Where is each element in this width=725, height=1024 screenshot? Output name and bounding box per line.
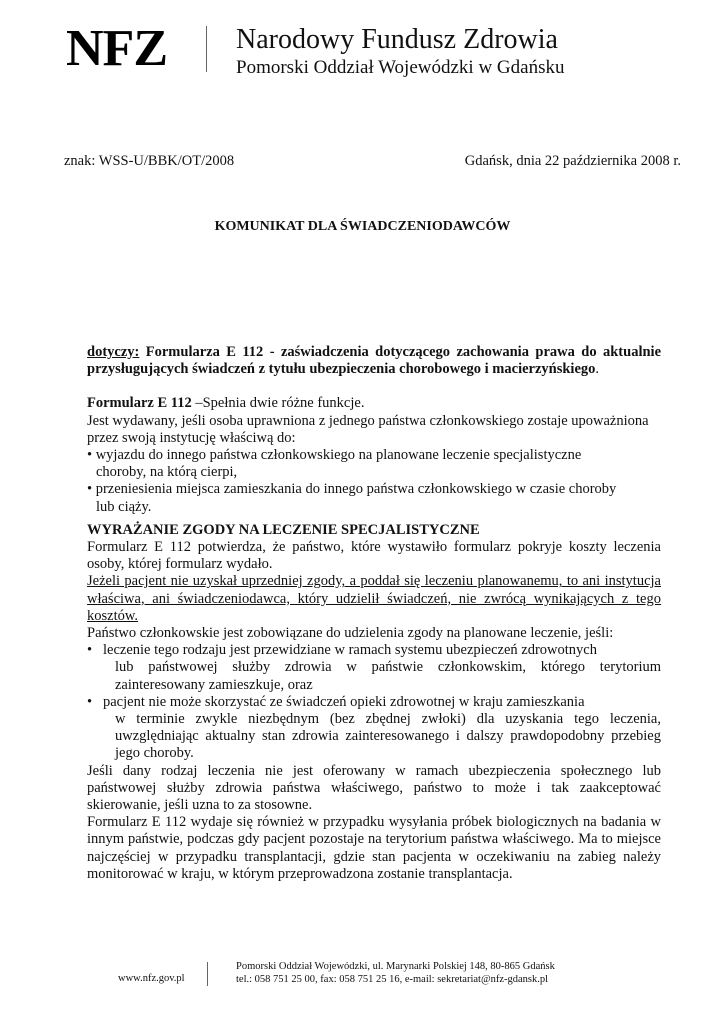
footer-address-block [236,960,555,986]
list-item [87,694,661,763]
subject-end: . [595,361,600,378]
list-item-first-line: pacjent nie może skorzystać ze świadczeń opieki zdrowotnej w kraju zamieszkania [103,693,585,710]
footer-website[interactable]: www.nfz.gov.pl [118,973,185,984]
bullet-2-line-2: lub ciąży. [96,498,152,515]
org-name: Narodowy Fundusz Zdrowia [236,24,558,55]
form-intro [87,395,661,412]
paragraph-3: Państwo członkowskie jest zobowiązane do udzielenia zgody na planowane leczenie, jeśli: [87,625,614,642]
bullet-dot: • [87,693,93,710]
subject-paragraph [87,344,661,378]
paragraph-5: Formularz E 112 wydaje się również w przypadku wysyłania próbek biologicznych na badania w innym państwie, podczas gdy pacjent pozostaje na terytorium państwa właściwego. Ma to miejsce najczęściej w przypadku transplantacji, gdzie stan pacjenta w oczekiwaniu na zabieg należy monitorować w kraju, w którym przeprowadzona zostanie transplantacja. [87,814,661,882]
footer-divider [207,962,208,986]
subject-text: Formularza E 112 - zaświadczenia dotyczącego zachowania prawa do aktualnie przysługujących świadczeń z tytułu ubezpieczenia chorobowego i macierzyńskiego [87,344,662,378]
nfz-logo [66,20,184,77]
bullet-2-line-1: • przeniesienia miejsca zamieszkania do innego państwa członkowskiego w czasie choroby [87,481,617,498]
intro-line-2: przez swoją instytucję właściwą do: [87,429,296,446]
list-item-continuation: lub państwowej służby zdrowia w państwie członkowskim, którego terytorium zainteresowany zamieszkuje, oraz [115,659,661,693]
document-body [87,344,661,883]
intro-line-1: Jest wydawany, jeśli osoba uprawniona z jednego państwa członkowskiego zostaje upoważniona [87,412,649,429]
bullet-dot: • [87,642,93,659]
bullet-1-line-2: choroby, na którą cierpi, [96,464,238,481]
paragraph-1: Formularz E 112 potwierdza, że państwo, które wystawiło formularz pokryje koszty leczenia osoby, której formularz wydało. [87,539,661,573]
footer-address: Pomorski Oddział Wojewódzki, ul. Marynarki Polskiej 148, 80-865 Gdańsk [236,961,555,972]
list-item-continuation: w terminie zwykle niezbędnym (bez zbędnej zwłoki) dla uzyskania tego leczenia, uwzględniając aktualny stan zdrowia zainteresowanego i dalszy prawdopodobny przebieg jego choroby. [115,711,661,762]
page-title: KOMUNIKAT DLA ŚWIADCZENIODAWCÓW [214,219,511,234]
list-item [87,642,661,694]
branch-name: Pomorski Oddział Wojewódzki w Gdańsku [236,57,565,78]
paragraph-2-underlined: Jeżeli pacjent nie uzyskał uprzedniej zgody, a poddał się leczeniu planowanemu, to ani instytucja właściwa, ani świadczeniodawca, który udzielił świadczeń, nie zwrócą wynikających z tego kosztów. [87,573,661,624]
header-divider [206,26,207,72]
nfz-logo-text: NFZ [66,20,167,77]
place-date: Gdańsk, dnia 22 października 2008 r. [464,153,681,169]
form-desc: –Spełnia dwie różne funkcje. [191,395,365,412]
paragraph-4: Jeśli dany rodzaj leczenia nie jest oferowany w ramach ubezpieczenia społecznego lub państwowej służby zdrowia państwa właściwego, państwo to może i tak zaakceptować skierowanie, jeśli uzna to za stosowne. [87,762,661,814]
footer-contact: tel.: 058 751 25 00, fax: 058 751 25 16, e-mail: sekretariat@nfz-gdansk.pl [236,974,549,985]
form-name: Formularz E 112 [87,395,192,412]
subject-label: dotyczy: [87,344,140,360]
reference-number: znak: WSS-U/BBK/OT/2008 [64,153,235,169]
section-heading: WYRAŻANIE ZGODY NA LECZENIE SPECJALISTYCZNE [87,521,480,538]
bullet-1-line-1: • wyjazdu do innego państwa członkowskiego na planowane leczenie specjalistyczne [87,447,582,464]
list-item-first-line: leczenie tego rodzaju jest przewidziane w ramach systemu ubezpieczeń zdrowotnych [103,642,597,659]
